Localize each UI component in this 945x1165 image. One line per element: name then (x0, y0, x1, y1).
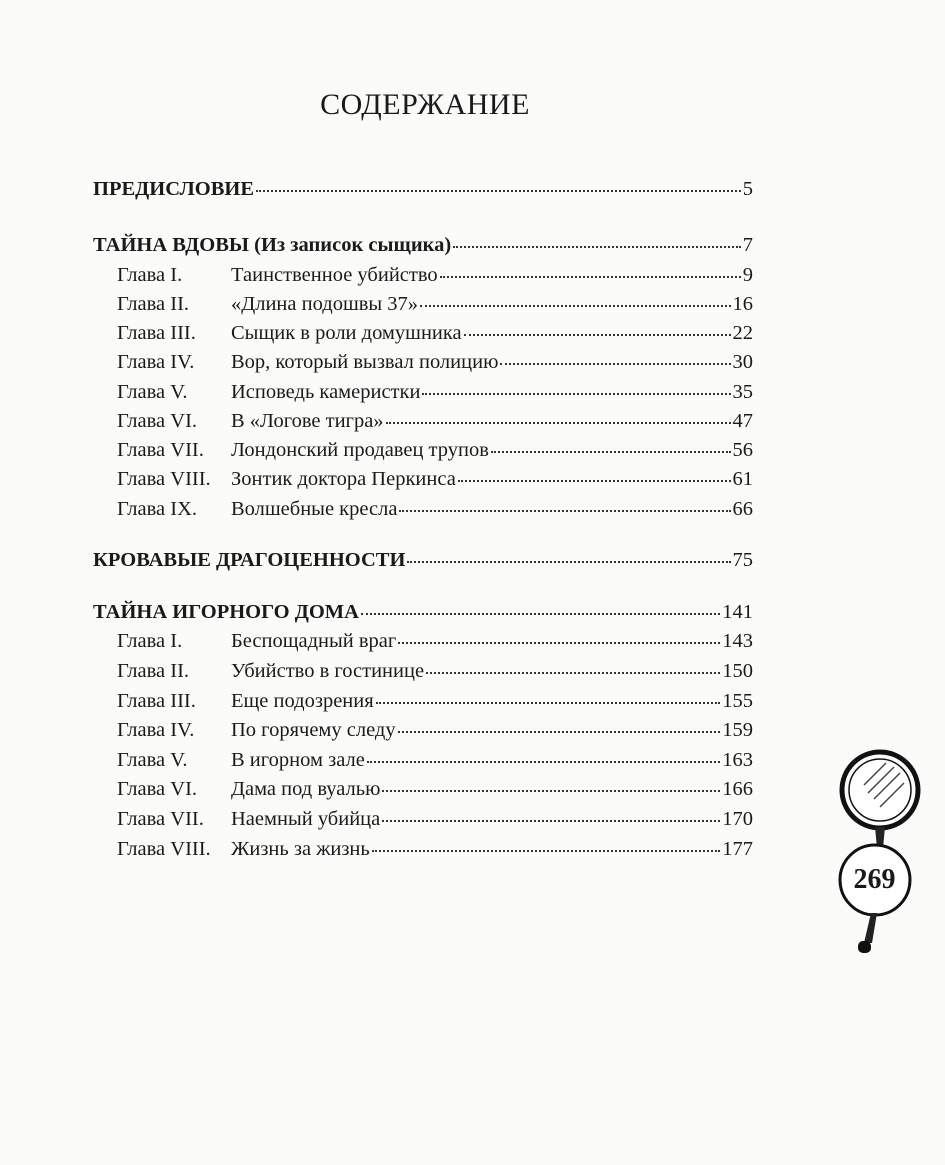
entry-title: Сыщик в роли домушника (231, 322, 462, 344)
dot-leader (458, 480, 731, 482)
entry-title: Таинственное убийство (231, 264, 438, 286)
entry-title: Убийство в гостинице (231, 660, 425, 682)
entry-page-number: 5 (742, 178, 753, 200)
chapter-label: Глава VII. (117, 808, 204, 830)
chapter-label: Глава V. (117, 749, 188, 771)
entry-page-number: 170 (722, 808, 753, 830)
toc-chapter-entry (93, 439, 753, 469)
entry-page-number: 66 (732, 498, 753, 520)
dot-leader (420, 305, 730, 307)
chapter-label: Глава I. (117, 264, 183, 286)
toc-chapter-entry (93, 808, 753, 838)
entry-title: Наемный убийца (231, 808, 381, 830)
entry-page-number: 155 (722, 690, 753, 712)
dot-leader (500, 363, 730, 365)
toc-chapter-entry (93, 690, 753, 720)
entry-title: КРОВАВЫЕ ДРАГОЦЕННОСТИ (93, 549, 406, 571)
entry-page-number: 159 (722, 719, 753, 741)
entry-title: ТАЙНА ВДОВЫ (Из записок сыщика) (93, 234, 452, 256)
toc-chapter-entry (93, 749, 753, 779)
entry-title: Волшебные кресла (231, 498, 398, 520)
dot-leader (399, 510, 730, 512)
dot-leader (256, 190, 741, 192)
chapter-label: Глава IV. (117, 719, 195, 741)
entry-page-number: 166 (722, 778, 753, 800)
dot-leader (382, 790, 720, 792)
toc-chapter-entry (93, 719, 753, 749)
toc-chapter-entry (93, 838, 753, 868)
entry-page-number: 61 (732, 468, 753, 490)
entry-page-number: 163 (722, 749, 753, 771)
toc-section-entry (93, 234, 753, 264)
entry-title: Дама под вуалью (231, 778, 381, 800)
dot-leader (453, 246, 741, 248)
toc-chapter-entry (93, 351, 753, 381)
chapter-label: Глава VI. (117, 778, 198, 800)
dot-leader (491, 451, 731, 453)
toc-chapter-entry (93, 660, 753, 690)
entry-page-number: 150 (722, 660, 753, 682)
chapter-label: Глава IV. (117, 351, 195, 373)
dot-leader (386, 422, 731, 424)
entry-page-number: 75 (732, 549, 753, 571)
toc-chapter-entry (93, 293, 753, 323)
chapter-label: Глава VIII. (117, 838, 211, 860)
entry-page-number: 177 (722, 838, 753, 860)
entry-title: «Длина подошвы 37» (231, 293, 419, 315)
chapter-label: Глава VIII. (117, 468, 211, 490)
dot-leader (361, 613, 720, 615)
chapter-label: Глава II. (117, 293, 190, 315)
dot-leader (407, 561, 730, 563)
entry-title: По горячему следу (231, 719, 396, 741)
chapter-label: Глава III. (117, 322, 196, 344)
dot-leader (398, 731, 721, 733)
entry-page-number: 7 (742, 234, 753, 256)
entry-title: Вор, который вызвал полицию (231, 351, 499, 373)
chapter-label: Глава III. (117, 690, 196, 712)
entry-page-number: 56 (732, 439, 753, 461)
entry-page-number: 30 (732, 351, 753, 373)
entry-title: В «Логове тигра» (231, 410, 384, 432)
entry-title: Исповедь камеристки (231, 381, 421, 403)
toc-chapter-entry (93, 381, 753, 411)
page-number: 269 (853, 864, 896, 895)
toc-chapter-entry (93, 498, 753, 528)
chapter-label: Глава I. (117, 630, 183, 652)
entry-title: В игорном зале (231, 749, 365, 771)
chapter-label: Глава IX. (117, 498, 198, 520)
entry-page-number: 16 (732, 293, 753, 315)
dot-leader (440, 276, 741, 278)
entry-page-number: 47 (732, 410, 753, 432)
chapter-label: Глава II. (117, 660, 190, 682)
entry-page-number: 22 (732, 322, 753, 344)
toc-chapter-entry (93, 468, 753, 498)
entry-title: Еще подозрения (231, 690, 374, 712)
chapter-label: Глава VII. (117, 439, 204, 461)
entry-title: ПРЕДИСЛОВИЕ (93, 178, 254, 200)
dot-leader (372, 850, 720, 852)
page-title: СОДЕРЖАНИЕ (320, 88, 530, 121)
dot-leader (422, 393, 730, 395)
toc-chapter-entry (93, 264, 753, 294)
dot-leader (382, 820, 720, 822)
toc-chapter-entry (93, 630, 753, 660)
dot-leader (464, 334, 731, 336)
entry-page-number: 9 (742, 264, 753, 286)
toc-section-entry (93, 178, 753, 208)
chapter-label: Глава V. (117, 381, 188, 403)
entry-title: Зонтик доктора Перкинса (231, 468, 456, 490)
entry-page-number: 35 (732, 381, 753, 403)
entry-title: Лондонский продавец трупов (231, 439, 489, 461)
entry-title: Беспощадный враг (231, 630, 397, 652)
toc-chapter-entry (93, 322, 753, 352)
dot-leader (367, 761, 720, 763)
chapter-label: Глава VI. (117, 410, 198, 432)
entry-page-number: 143 (722, 630, 753, 652)
toc-chapter-entry (93, 778, 753, 808)
toc-section-entry (93, 549, 753, 579)
toc-chapter-entry (93, 410, 753, 440)
dot-leader (426, 672, 720, 674)
dot-leader (376, 702, 721, 704)
entry-title: Жизнь за жизнь (231, 838, 370, 860)
entry-page-number: 141 (722, 601, 753, 623)
entry-title: ТАЙНА ИГОРНОГО ДОМА (93, 601, 359, 623)
toc-section-entry (93, 601, 753, 631)
dot-leader (398, 642, 720, 644)
